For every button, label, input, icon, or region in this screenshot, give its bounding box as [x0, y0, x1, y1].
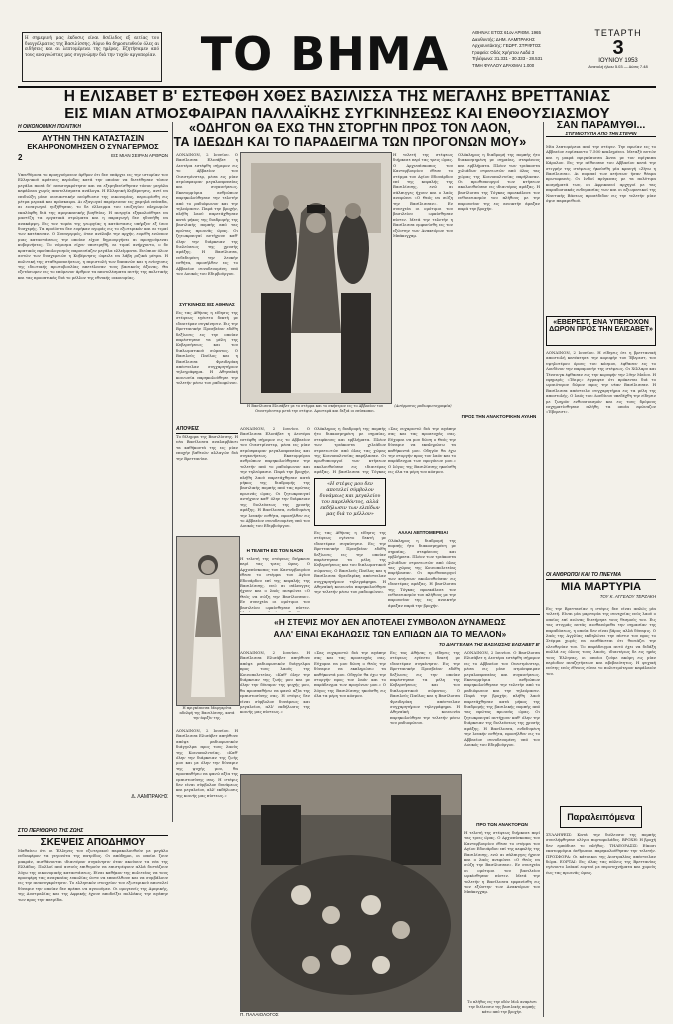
crowd-photo-image: [241, 775, 461, 1011]
everest-body: ΛΟΝΔΙΝΟΝ, 2 Ιουνίου. Η είδησις ότι η βρεττανική αποστολή κατέκτησε την κορυφήν του Έβερεστ, του υψηλοτέρου όρους του κόσμου, έφθασεν εις το Λονδίνον την παραμονήν της στέψεως. Οι Χίλλαρυ και Τένσινγκ έφθασαν εις την κορυφήν την 29ην Μαΐου. Η εφημερίς «Τάιμς» έγραψεν ότι πρόκειται διά το ωραιότερον δώρον προς την νέαν Βασίλισσαν. Η Βασίλισσα απέστειλε συγχαρητήρια εις τα μέλη της αποστολής. Ο λαός του Λονδίνου υπεδέχθη την είδησιν με ζωηρόν ενθουσιασμόν και εις τους δρόμους εσχηματίσθησαν πλήθη τα οποία εφώναζον «Έβερεστ».: [546, 350, 656, 415]
speech-headline-1: «Η ΣΤΕΨΙΣ ΜΟΥ ΔΕΝ ΑΠΟΤΕΛΕΙ ΣΥΜΒΟΛΟΝ ΔΥΝΑΜΕΩΣ: [274, 618, 506, 627]
athens-body: Εις τας Αθήνας η είδησις της στέψεως εγένετο δεκτή με ιδιαιτέραν συγκίνησιν. Εις την Βρεττανικήν Πρεσβείαν εδόθη δεξίωσις εις την οποίαν παρέστησαν τα μέλη της Κυβερνήσεως και του διπλωματικού σώματος. Ο Βασιλεύς Παύλος και η Βασίλισσα Φρειδερίκη απέστειλαν συγχαρητήριον τηλεγράφημα. Η Αθηναϊκή κοινωνία παρηκολούθησε την τελετήν μέσω του ραδιοφώνου.: [176, 310, 238, 386]
section-rule: [240, 614, 540, 615]
info-line: Γραφεία: Οδός Χρήστου Λαδά 3: [472, 49, 535, 55]
main-headline-2: ΕΙΣ ΜΙΑΝ ΑΤΜΟΣΦΑΙΡΑΝ ΠΑΛΛΑΪΚΗΣ ΣΥΓΚΙΝΗΣΕΩΣ ΚΑΙ ΕΝΘΟΥΣΙΑΣΜΟΥ: [64, 105, 610, 122]
speech-col-a: ΛΟΝΔΙΝΟΝ, 2 Ιουνίου. Η Βασίλισσα Ελισάβετ απηύθυνε απόψε ραδιοφωνικόν διάγγελμα προς τους λαούς της Κοινοπολιτείας. «Καθ' όλην την διάρκειαν της ζωής μου και με όλην την δύναμιν της ψυχής μου, θα προσπαθήσω να φανώ αξία της εμπιστοσύνης σας. Η στέψις δεν είναι σύμβολον δυνάμεως και μεγαλείου, αλλ' εκδήλωσις της κοινής μας πίστεως.»: [240, 650, 310, 715]
emigrant-title: ΣΚΕΨΕΙΣ ΑΠΟΔΗΜΟΥ: [40, 837, 146, 848]
princess-photo: [176, 536, 240, 706]
ceremony-col-c: Εις τας Αθήνας η είδησις της στέψεως εγένετο δεκτή με ιδιαιτέραν συγκίνησιν. Εις την Βρεττανικήν Πρεσβείαν εδόθη δεξίωσις εις την οποίαν παρέστησαν τα μέλη της Κυβερνήσεως και του διπλωματικού σώματος. Ο Βασιλεύς Παύλος και η Βασίλισσα Φρειδερίκη απέστειλαν συγχαρητήριον τηλεγράφημα. Η Αθηναϊκή κοινωνία παρηκολούθησε την τελετήν μέσω του ραδιοφώνου.: [314, 530, 386, 595]
date-day: 3: [612, 37, 624, 59]
center-left-body: ΛΟΝΔΙΝΟΝ, 2 Ιουνίου. Η Βασίλισσα Ελισάβετ απηύθυνε απόψε ραδιοφωνικόν διάγγελμα προς τους λαούς της Κοινοπολιτείας. «Καθ' όλην την διάρκειαν της ζωής μου και με όλην την δύναμιν της ψυχής μου, θα προσπαθήσω να φανώ αξία της εμπιστοσύνης σας. Η στέψις δεν είναι σύμβολον δυνάμεως και μεγαλείου, αλλ' εκδήλωσις της κοινής μας πίστεως.»: [176, 728, 238, 798]
emigrant-article: [18, 828, 168, 849]
testimony-box: [546, 572, 656, 599]
economy-number: 2: [18, 152, 23, 162]
temple-subhead: Η ΤΕΛΕΤΗ ΕΙΣ ΤΟΝ ΝΑΟΝ: [246, 548, 304, 553]
economy-article: [18, 124, 168, 162]
everest-header-box: [546, 316, 656, 346]
coronation-photo-image: [241, 153, 391, 403]
testimony-label: ΟΙ ΑΝΘΡΩΠΟΙ ΚΑΙ ΤΟ ΠΝΕΥΜΑ: [546, 572, 656, 580]
speech-subhead: ΤΟ ΔΙΑΓΓΕΛΜΑ ΤΗΣ ΒΑΣΙΛΙΣΣΗΣ ΕΛΙΣΑΒΕΤ Β': [438, 642, 540, 647]
fairytale-box: [546, 120, 656, 137]
info-line: Αρχισυντάκτης: ΓΕΩΡΓ. ΣΤΡΙΦΤΟΣ: [472, 43, 541, 48]
info-line: ΤΙΜΗ ΦΥΛΛΟΥ ΔΡΑΧΜΑΙ 1.000: [472, 62, 535, 68]
publication-info: [472, 30, 582, 69]
opinions-body: Το δίλημμα της Βασιλίσσης. Η νέα Βασίλισσα αναλαμβάνει τα καθήκοντά της εις μίαν εποχήν βαθειών αλλαγών διά την Βρεττανίαν.: [176, 434, 238, 461]
crowd-photo-caption: Το πλήθος εις την οδόν Μολ αναμένει την διέλευσιν της βασιλικής πομπής κάτω από την βροχήν.: [467, 1000, 537, 1014]
details-subhead: ΑΛΛΑΙ ΛΕΠΤΟΜΕΡΕΙΑΙ: [398, 530, 448, 535]
testimony-author: ΤΟΥ Κ. ΑΓΓΕΛΟΥ ΤΕΡΖΑΚΗ: [599, 593, 656, 599]
economy-title-1: ΑΥΤΗΝ ΤΗΝ ΚΑΤΑΣΤΑΣΙΝ: [41, 133, 145, 143]
ceremony-col-a: ΛΟΝΔΙΝΟΝ, 2 Ιουνίου. Ο Βασίλισσα Ελισάβετ η Δευτέρα εστέφθη σήμερον εις το Αββαείον του Ουεστμίνστερ, μέσα εις μίαν ατμόσφαιραν μεγαλοπρεπείας και συγκινήσεως. Εκατομμύρια ανθρώπων παρηκολούθησαν την τελετήν από το ραδιόφωνον και την τηλεόρασιν. Παρά την βροχήν, πλήθη λαού παρετάχθησαν κατά μήκος της διαδρομής της βασιλικής πομπής από τας πρώτας πρωινάς ώρας. Οι ζητωκραυγαί αντήχουν καθ' όλην την διάρκειαν της διελεύσεως της χρυσής αμάξης. Η Βασίλισσα, ενδεδυμένη την λευκήν εσθήτα, προσήλθεν εις το Αββαείον συνοδευομένη υπό του Δουκός του Εδιμβούργου.: [240, 426, 310, 529]
economy-body: Υπενθύμισα το προηγούμενον άρθρον ότι δεν υπάρχει εις την ιστορίαν του Ελληνικού κράτους περίοδος κατά την οποίαν να διετέθησαν τόσον μεγάλα ποσά δι' ανασυγκρότησιν και να εξεμηδενίσθησαν τόσον μεγάλα κεφάλαια χωρίς αποτελέσματα ανάλογα. Η Ελληνική Κυβέρνησις, αντί να επιδιώξη μίαν ουσιαστικήν ανόρθωσιν της οικονομίας, περιωρίσθη εις μέτρα μερικά και πρόσκαιρα. Αι εξαγωγαί παρέμειναν εις χαμηλά επίπεδα, αι εισαγωγαί ηυξήθησαν, το δε έλλειμμα του ισοζυγίου πληρωμών εκαλύφθη διά της αμερικανικής βοηθείας. Η ανεργία εξηκολούθησε να μαστίζη τα εργατικά στρώματα και η παραγωγή δεν ηδυνήθη να ανακάμψη. Εις τον τομέα της γεωργίας η κατάστασις υπήρξεν εξ ίσου δυσχερής. Τα προϊόντα δεν ευρήκαν αγοράς εις το εξωτερικόν και αι τιμαί των κατέπεσαν. Ο Συναγερμός, όταν ανέλαβε την αρχήν, ευρέθη ενώπιον μιας καταστάσεως την οποίαν είχον δημιουργήσει αι προηγούμεναι κυβερνήσεις. Το νόμισμα είχεν υποτιμηθή, αι τιμαί ανήρχοντο, ο δε κρατικός προϋπολογισμός παρουσίαζεν μεγάλα ελλείμματα. Ενώπιον όλων αυτών των δυσχερειών η Κυβέρνησις ώφειλε να λάβη ριζικά μέτρα. Η πολιτική της σταθεροποιήσεως, η περιστολή των δαπανών και η ενίσχυσις της ιδιωτικής πρωτοβουλίας απετέλεσαν τους βασικούς άξονας. Θα εξετάσωμεν εις το επόμενον άρθρον τα αποτελέσματα αυτής της πολιτικής και τας προοπτικάς διά το μέλλον της εθνικής οικονομίας.: [18, 172, 168, 280]
palace-subhead: ΠΡΟ ΤΩΝ ΑΝΑΚΤΟΡΩΝ: [476, 822, 528, 827]
speech-col-c: Εις τας Αθήνας η είδησις της στέψεως εγένετο δεκτή με ιδιαιτέραν συγκίνησιν. Εις την Βρεττανικήν Πρεσβείαν εδόθη δεξίωσις εις την οποίαν παρέστησαν τα μέλη της Κυβερνήσεως και του διπλωματικού σώματος. Ο Βασιλεύς Παύλος και η Βασίλισσα Φρειδερίκη απέστειλαν συγχαρητήριον τηλεγράφημα. Η Αθηναϊκή κοινωνία παρηκολούθησε την τελετήν μέσω του ραδιοφώνου.: [390, 650, 460, 726]
details-body: Ολόκληρος η διαδρομή της πομπής ήτο διακοσμημένη με σημαίας, στεφάνους και εμβλήματα. Πλέον των τριάκοντα χιλιάδων στρατιωτών από όλας τας χώρας της Κοινοπολιτείας παρήλασαν. Οι πρωθυπουργοί των κτήσεων ακολουθούσαν εις ιδιαιτέρας αμάξας. Η βασίλισσα της Τόγκας προεκάλεσε τον ενθουσιασμόν του πλήθους με την παρουσίαν της εις ανοικτήν άμαξαν παρά την βροχήν.: [388, 538, 456, 608]
omissions-header-box: [560, 806, 642, 828]
quote-headline-2: ΤΑ ΙΔΕΩΔΗ ΚΑΙ ΤΟ ΠΑΡΑΔΕΙΓΜΑ ΤΩΝ ΠΡΟΓΟΝΩΝ ΜΟΥ»: [173, 135, 527, 149]
date-box: [584, 28, 652, 69]
emigrant-body: Μαθαίνω ότι οι Έλληνες του εξωτερικού παρακολουθούν με μεγάλο ενδιαφέρον τα γεγονότα της πατρίδος. Οι απόδημοι, οι οποίοι ζουν μακράν, αισθάνονται ιδιαιτέραν συγκίνησιν όταν ακούουν τα νέα της Ελλάδος. Πολλοί από αυτούς επιθυμούν να επιστρέψουν αλλά διστάζουν λόγω της οικονομικής καταστάσεως. Είναι καθήκον της πολιτείας να τους προσφέρη τας αναγκαίας ευκολίας ώστε να επανέλθουν και να συμβάλουν εις την ανασυγκρότησιν. Το ελληνικόν στοιχείον του εξωτερικού αποτελεί δύναμιν την οποίαν δεν πρέπει να αγνοούμεν. Οι ομογενείς της Αμερικής, της Αυστραλίας και της Αφρικής έχουν αποδείξει πολλάκις την αγάπην των προς την πατρίδα.: [18, 848, 168, 902]
fairytale-title: ΣΑΝ ΠΑΡΑΜΥΘΙ...: [556, 119, 646, 131]
date-weekday: ΤΕΤΑΡΤΗ: [594, 28, 642, 38]
princess-photo-caption: Η πριγκίπισσα Μαργαρίτα αδελφή της Βασιλίσσης, κατά την άφιξίν της.: [179, 706, 235, 720]
ceremony-col-d: «Σας ευχαριστώ διά την αγάπην σας και τας προσευχάς σας. Εύχομαι να μου δώση ο Θεός την δύναμιν να εκπληρώσω τα καθήκοντά μου. Οδηγόν θα έχω την στοργήν προς τον λαόν και το παράδειγμα των προγόνων μου.» Ο λόγος της Βασιλίσσης ηκούσθη εις όλα τα μέρη του κόσμου.: [388, 426, 456, 475]
date-extra: Ανατολή ήλιου 5.03 — Δύσις 7.48: [588, 64, 648, 69]
palace-body: Η τελετή της στέψεως διήρκεσε περί τας τρεις ώρας. Ο Αρχιεπίσκοπος του Καντερβουρίου έθεσε το στέμμα του Αγίου Εδουάρδου επί της κεφαλής της Βασιλίσσης, ενώ αι σάλπιγγες ήχουν και ο λαός ανεφώνει «Ο Θεός να σώζη την Βασίλισσαν». Εν συνεχεία οι ομότιμοι του βασιλείου ωρκίσθησαν πίστιν. Μετά την τελετήν η Βασίλισσα εμφανίσθη εις τον εξώστην των Ανακτόρων του Μπάκιγχαμ.: [464, 830, 540, 895]
info-line: Διευθυντής: ΔΗΜ. ΛΑΜΠΡΑΚΗΣ: [472, 36, 535, 42]
coronation-photo-credit: (Ασύρματος ραδιοφωτογραφία): [394, 404, 452, 408]
mid-right-subhead: ΠΡΟΣ ΤΗΝ ΑΝΑΚΤΟΡΙΚΗΝ ΑΥΛΗΝ: [461, 414, 537, 419]
info-line: ΑΘΗΝΑΙ: ΕΤΟΣ 61ον ΑΡΙΘΜ. 1965: [472, 30, 541, 35]
opinions-box: [176, 426, 238, 434]
temple-body: Η τελετή της στέψεως διήρκεσε περί τας τρεις ώρας. Ο Αρχιεπίσκοπος του Καντερβουρίου έθεσε το στέμμα του Αγίου Εδουάρδου επί της κεφαλής της Βασιλίσσης, ενώ αι σάλπιγγες ήχουν και ο λαός ανεφώνει «Ο Θεός να σώζη την Βασίλισσαν». Εν συνεχεία οι ομότιμοι του βασιλείου ωρκίσθησαν πίστιν.: [240, 556, 310, 610]
info-line: Τηλέφωνα: 31.331 - 30.333 - 28.531: [472, 56, 543, 61]
omissions-title: Παραλειπόμενα: [567, 812, 635, 822]
economy-signature: Δ. ΛΑΜΠΡΑΚΗΣ: [131, 794, 168, 800]
emigrant-label: ΣΤΟ ΠΕΡΙΘΩΡΙΟ ΤΗΣ ΖΩΗΣ: [18, 828, 168, 836]
photo-credit-name: Π. ΠΑΛΑΙΟΛΟΓΟΣ: [240, 1012, 279, 1017]
economy-label: Η ΟΙΚΟΝΟΜΙΚΗ ΠΟΛΙΤΙΚΗ: [18, 124, 168, 132]
economy-series: ΕΙΣ ΜΙΑΝ ΣΕΙΡΑΝ ΑΡΘΡΩΝ: [111, 152, 168, 158]
notice-text: Η σημερινή μας έκδοσις είναι 8σέλιδος εξ αιτίας του διαγγέλματος της Βασιλίσσης. Αύριο θα δημοσιευθούν όλες αι ειδήσεις και αι λεπτομέρειαι της ημέρας. Εζητήσαμεν από τους αναγνώστας μας συγγνώμην διά την τυχόν αργοπορίαν.: [25, 35, 159, 57]
speech-col-d: ΛΟΝΔΙΝΟΝ, 2 Ιουνίου. Ο Βασίλισσα Ελισάβετ η Δευτέρα εστέφθη σήμερον εις το Αββαείον του Ουεστμίνστερ, μέσα εις μίαν ατμόσφαιραν μεγαλοπρεπείας και συγκινήσεως. Εκατομμύρια ανθρώπων παρηκολούθησαν την τελετήν από το ραδιόφωνον και την τηλεόρασιν. Παρά την βροχήν, πλήθη λαού παρετάχθησαν κατά μήκος της διαδρομής της βασιλικής πομπής από τας πρώτας πρωινάς ώρας. Οι ζητωκραυγαί αντήχουν καθ' όλην την διάρκειαν της διελεύσεως της χρυσής αμάξης. Η Βασίλισσα, ενδεδυμένη την λευκήν εσθήτα, προσήλθεν εις το Αββαείον συνοδευομένη υπό του Δουκός του Εδιμβούργου.: [464, 650, 540, 747]
notice-box: [22, 32, 162, 82]
date-month: ΙΟΥΝΙΟΥ 1953: [598, 58, 638, 64]
masthead-title: ΤΟ ΒΗΜΑ: [200, 27, 450, 81]
speech-col-b: «Σας ευχαριστώ διά την αγάπην σας και τας προσευχάς σας. Εύχομαι να μου δώση ο Θεός την δύναμιν να εκπληρώσω τα καθήκοντά μου. Οδηγόν θα έχω την στοργήν προς τον λαόν και το παράδειγμα των προγόνων μου.» Ο λόγος της Βασιλίσσης ηκούσθη εις όλα τα μέρη του κόσμου.: [314, 650, 386, 699]
opinions-label: ΑΠΟΨΕΙΣ: [176, 426, 238, 434]
princess-photo-image: [177, 537, 239, 705]
coronation-text-right: Η τελετή της στέψεως διήρκεσε περί τας τρεις ώρας. Ο Αρχιεπίσκοπος του Καντερβουρίου έθεσε το στέμμα του Αγίου Εδουάρδου επί της κεφαλής της Βασιλίσσης, ενώ αι σάλπιγγες ήχουν και ο λαός ανεφώνει «Ο Θεός να σώζη την Βασίλισσαν». Εν συνεχεία οι ομότιμοι του βασιλείου ωρκίσθησαν πίστιν. Μετά την τελετήν η Βασίλισσα εμφανίσθη εις τον εξώστην των Ανακτόρων του Μπάκιγχαμ.: [393, 152, 453, 239]
fairytale-subtitle: ΣΤΙΓΜΙΟΤΥΠΑ ΑΠΟ ΤΗΝ ΣΤΕΨΙΝ: [546, 131, 656, 137]
quote-headline-1: «ΟΔΗΓΟΝ ΘΑ ΕΧΩ ΤΗΝ ΣΤΟΡΓΗΝ ΠΡΟΣ ΤΟΝ ΛΑΟΝ,: [189, 121, 511, 135]
coronation-photo-caption: Η Βασίλισσα Ελισάβετ με το στέμμα και το σκήπτρον εις το Αββαείον του Ουεστμίνστερ μετά την στέψιν. Αριστερά και δεξιά οι επίσκοποι.: [246, 404, 384, 413]
testimony-body: Εις την Βρεττανίαν η στέψις δεν είναι απλώς μία τελετή. Είναι μία μαρτυρία της συνεχείας ενός λαού ο οποίος επί αιώνας διετήρησε τους θεσμούς του. Εις τας στιγμάς αυτάς αισθανόμεθα την σημασίαν της παραδόσεως, η οποία δεν είναι βάρος αλλά δύναμις. Ο λαός της Αγγλίας εκδηλώνει την πίστιν του προς το Στέμμα χωρίς να αισθάνεται ότι θυσιάζει την ελευθερίαν του. Το παράδειγμα αυτό έχει να διδάξη πολλά εις όλους τους λαούς, ιδιαιτέρως δε εις ημάς τους Έλληνας, οι οποίοι ζούμε ακόμη εις μίαν περίοδον αναζητήσεων και αβεβαιότητος. Η ψυχική ενότης ενός έθνους είναι το πολυτιμότερον κεφάλαιόν του.: [546, 606, 656, 676]
column-divider: [172, 122, 173, 822]
ceremony-col-b: Ολόκληρος η διαδρομή της πομπής ήτο διακοσμημένη με σημαίας, στεφάνους και εμβλήματα. Πλέον των τριάκοντα χιλιάδων στρατιωτών από όλας τας χώρας της Κοινοπολιτείας παρήλασαν. Οι πρωθυπουργοί των κτήσεων ακολουθούσαν εις ιδιαιτέρας αμάξας. Η βασίλισσα της Τόγκας: [314, 426, 386, 475]
athens-subhead: ΣΥΓΚΙΝΗΣΙΣ ΕΙΣ ΑΘΗΝΑΣ: [179, 302, 235, 307]
crowd-photo: [240, 774, 462, 1012]
economy-title-2: ΕΚΑΗΡΟΝΟΜΗΣΕΝ Ο ΣΥΝΑΓΕΡΜΟΣ: [27, 141, 159, 151]
pull-quote: «Η στέψις μου δεν αποτελεί σύμβολον δυνάμεως και μεγαλείου του παρελθόντος, αλλά εκδήλωσιν των ελπίδων μας διά το μέλλον»: [314, 478, 386, 526]
coronation-intro: ΛΟΝΔΙΝΟΝ, 2 Ιουνίου. Ο Βασίλισσα Ελισάβετ η Δευτέρα εστέφθη σήμερον εις το Αββαείον του Ουεστμίνστερ, μέσα εις μίαν ατμόσφαιραν μεγαλοπρεπείας και συγκινήσεως. Εκατομμύρια ανθρώπων παρηκολούθησαν την τελετήν από το ραδιόφωνον και την τηλεόρασιν. Παρά την βροχήν, πλήθη λαού παρετάχθησαν κατά μήκος της διαδρομής της βασιλικής πομπής από τας πρώτας πρωινάς ώρας. Οι ζητωκραυγαί αντήχουν καθ' όλην την διάρκειαν της διελεύσεως της χρυσής αμάξης. Η Βασίλισσα, ενδεδυμένη την λευκήν εσθήτα, προσήλθεν εις το Αββαείον συνοδευομένη υπό του Δουκός του Εδιμβούργου.: [176, 152, 238, 276]
mid-right-body: Ολόκληρος η διαδρομή της πομπής ήτο διακοσμημένη με σημαίας, στεφάνους και εμβλήματα. Πλέον των τριάκοντα χιλιάδων στρατιωτών από όλας τας χώρας της Κοινοπολιτείας παρήλασαν. Οι πρωθυπουργοί των κτήσεων ακολουθούσαν εις ιδιαιτέρας αμάξας. Η βασίλισσα της Τόγκας προεκάλεσε τον ενθουσιασμόν του πλήθους με την παρουσίαν της εις ανοικτήν άμαξαν παρά την βροχήν.: [458, 152, 540, 212]
testimony-title: ΜΙΑ ΜΑΡΤΥΡΙΑ: [560, 581, 642, 593]
omissions-body: ΣΥΛΛΗΨΕΙΣ: Κατά την διέλευσιν της πομπής συνελήφθησαν ολίγοι πορτοφολάδες. ΒΡΟΧΗ: Η βροχή δεν εμπόδισε το πλήθος. ΤΗΛΕΟΡΑΣΙΣ: Είκοσι εκατομμύρια άνθρωποι παρηκολούθησαν την τελετήν. ΠΡΟΣΦΟΡΑ: Οι κάτοικοι της Αυστραλίας απέστειλαν δώρα. ΕΟΡΤΑΙ: Εις όλας τας πόλεις της Βρεττανίας εγένοντο λαϊκαί εορταί με πυροτεχνήματα και χορούς έως τας πρωινάς ώρας.: [546, 832, 656, 875]
coronation-photo: [240, 152, 392, 404]
speech-headline-2: ΑΛΛ' ΕΙΝΑΙ ΕΚΔΗΛΩΣΙΣ ΤΩΝ ΕΛΠΙΔΩΝ ΔΙΑ ΤΟ ΜΕΛΛΟΝ»: [273, 630, 507, 639]
fairytale-body: Μία λεπτομέρεια από την στέψιν. Την πρωίαν εις το Αββαείον ευρίσκοντο 7.500 κεκλημένοι. Μεταξύ αυτών και η μικρά πριγκίπισσα Άννα με τον πρίγκιπα Κάρολον. Εις την αίθουσαν του Αββαείου κατά την στιγμήν της στέψεως ήκούσθη μία κραυγή «Ζήτω η Βασίλισσα». Αι πομπαί των κτήσεων ήσαν θέαμα πρωτοφανές. Οι Ινδοί πρίγκιπες με τα πολύτιμα κοσμήματά των, οι Αφρικανοί αρχηγοί με τας παραδοσιακάς ενδυμασίας των και οι αξιωματικοί της Ναυτικής Βάσεως προσέδιδον εις την τελετήν μίαν όψιν παραμυθιού.: [546, 144, 656, 204]
right-divider: [543, 122, 544, 1017]
main-headline-1: Η ΕΛΙΣΑΒΕΤ Β' ΕΣΤΕΦΘΗ ΧΘΕΣ ΒΑΣΙΛΙΣΣΑ ΤΗΣ ΜΕΓΑΛΗΣ ΒΡΕΤΤΑΝΙΑΣ: [63, 88, 611, 105]
everest-title: «ΕΒΕΡΕΣΤ, ΕΝΑ ΥΠΕΡΟΧΟΝ ΔΩΡΟΝ ΠΡΟΣ ΤΗΝ ΕΛΙΣΑΒΕΤ»: [549, 319, 653, 334]
